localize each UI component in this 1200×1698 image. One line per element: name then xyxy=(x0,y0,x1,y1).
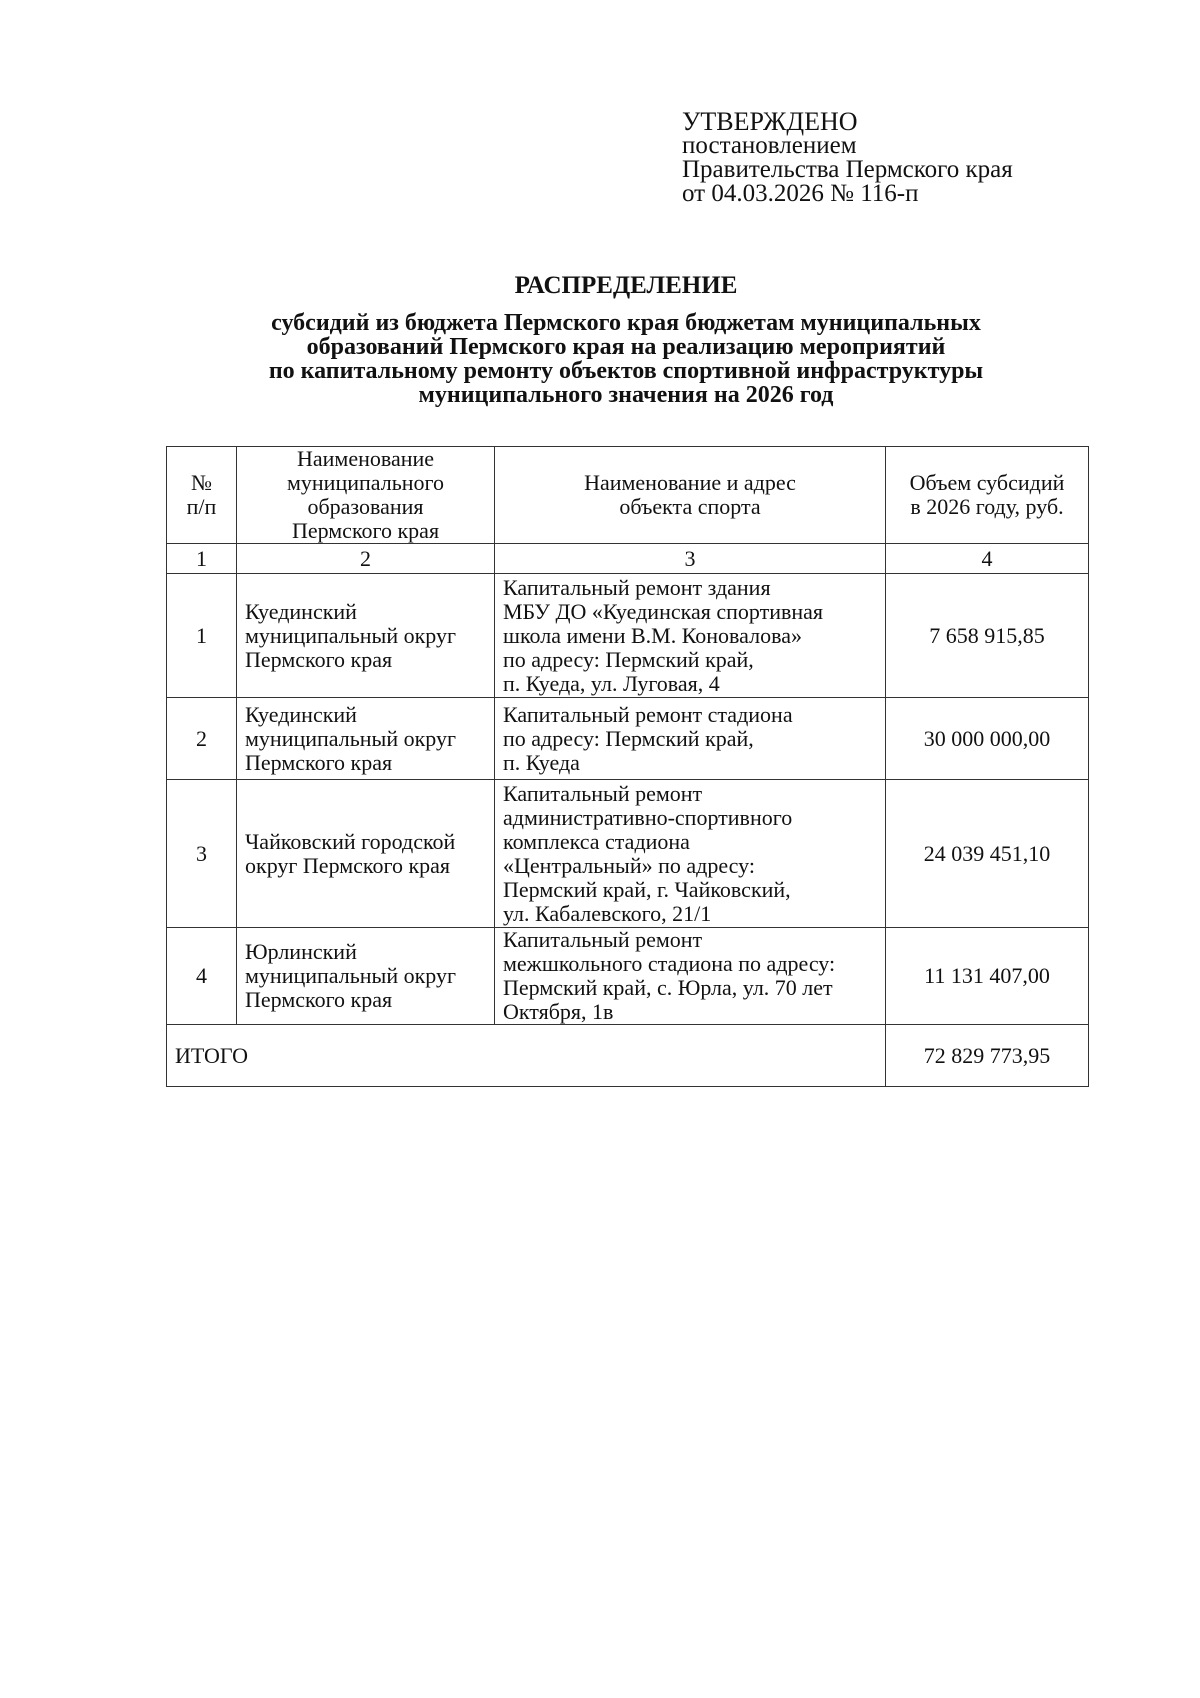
row-number: 2 xyxy=(167,698,237,780)
row-number: 3 xyxy=(167,780,237,928)
row-number: 4 xyxy=(167,928,237,1025)
subtitle-line: субсидий из бюджета Пермского края бюджетам муниципальных xyxy=(271,310,981,336)
table-row xyxy=(167,780,1089,928)
header-num: № п/п xyxy=(167,447,237,544)
header-municipality: Наименование муниципального образования Пермского края xyxy=(237,447,495,544)
approval-line: от 04.03.2026 № 116-п xyxy=(682,180,919,207)
row-municipality: Юрлинский муниципальный округ Пермского края xyxy=(237,928,495,1025)
row-object: Капитальный ремонт здания МБУ ДО «Куединская спортивная школа имени В.М. Коновалова» по адресу: Пермский край, п. Куеда, ул. Луговая, 4 xyxy=(495,574,886,698)
row-object: Капитальный ремонт межшкольного стадиона по адресу: Пермский край, с. Юрла, ул. 70 лет Октября, 1в xyxy=(495,928,886,1025)
total-amount: 72 829 773,95 xyxy=(886,1025,1089,1087)
row-number: 1 xyxy=(167,574,237,698)
row-amount: 11 131 407,00 xyxy=(886,928,1089,1025)
row-amount: 24 039 451,10 xyxy=(886,780,1089,928)
header-amount: Объем субсидий в 2026 году, руб. xyxy=(886,447,1089,544)
subtitle-line: по капитальному ремонту объектов спортивной инфраструктуры xyxy=(268,358,984,384)
table-header-row xyxy=(167,447,1089,544)
row-amount: 30 000 000,00 xyxy=(886,698,1089,780)
column-number: 4 xyxy=(886,544,1089,574)
column-number: 3 xyxy=(495,544,886,574)
row-municipality: Чайковский городской округ Пермского края xyxy=(237,780,495,928)
table-row xyxy=(167,698,1089,780)
subtitle-line: образований Пермского края на реализацию мероприятий xyxy=(306,334,946,360)
subtitle-line: муниципального значения на 2026 год xyxy=(418,382,834,408)
approval-heading: УТВЕРЖДЕНО xyxy=(682,107,858,136)
table-row xyxy=(167,928,1089,1025)
row-municipality: Куединский муниципальный округ Пермского края xyxy=(237,574,495,698)
row-object: Капитальный ремонт административно-спортивного комплекса стадиона «Центральный» по адресу: Пермский край, г. Чайковский, ул. Кабалевского, 21/1 xyxy=(495,780,886,928)
row-amount: 7 658 915,85 xyxy=(886,574,1089,698)
approval-line: Правительства Пермского края xyxy=(682,156,1013,183)
total-label: ИТОГО xyxy=(167,1025,886,1087)
document-title: РАСПРЕДЕЛЕНИЕ xyxy=(514,272,738,299)
header-object: Наименование и адрес объекта спорта xyxy=(495,447,886,544)
document-subtitle xyxy=(0,311,1200,407)
column-number: 1 xyxy=(167,544,237,574)
row-municipality: Куединский муниципальный округ Пермского края xyxy=(237,698,495,780)
distribution-table xyxy=(166,446,1089,1087)
column-number-row xyxy=(167,544,1089,574)
total-row xyxy=(167,1025,1089,1087)
row-object: Капитальный ремонт стадиона по адресу: Пермский край, п. Куеда xyxy=(495,698,886,780)
approval-line: постановлением xyxy=(682,132,857,159)
column-number: 2 xyxy=(237,544,495,574)
table-row xyxy=(167,574,1089,698)
approval-stamp xyxy=(682,107,1013,207)
